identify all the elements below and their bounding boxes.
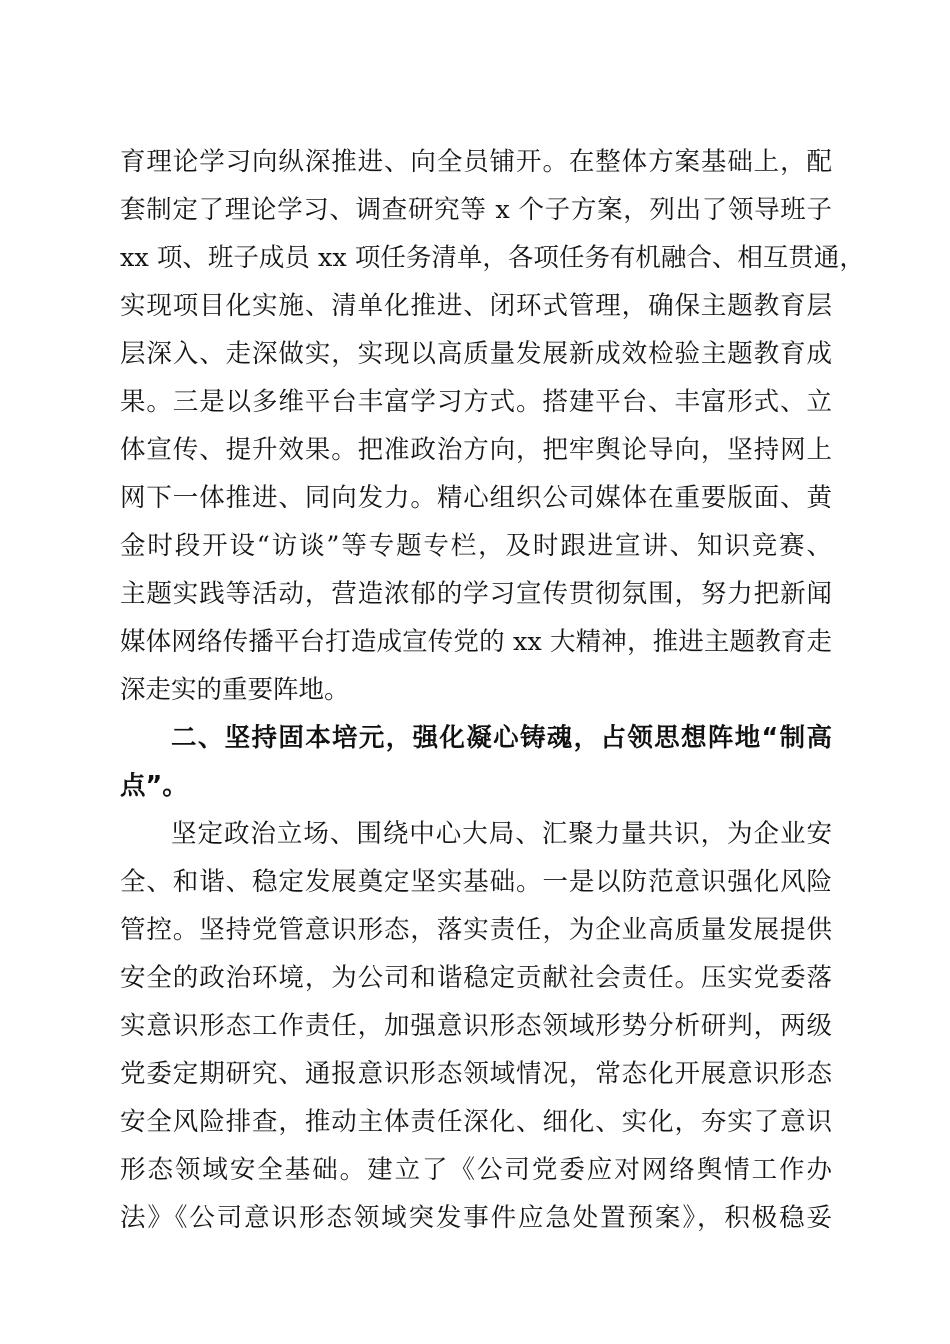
body-text-line: 育理论学习向纵深推进、向全员铺开。在整体方案基础上，配 <box>120 147 832 177</box>
body-text-line: 全、和谐、稳定发展奠定坚实基础。一是以防范意识强化风险 <box>120 867 832 897</box>
body-text-line: 主题实践等活动，营造浓郁的学习宣传贯彻氛围，努力把新闻 <box>120 579 832 609</box>
body-text-line: xx 项、班子成员 xx 项任务清单，各项任务有机融合、相互贯通， <box>120 243 865 273</box>
body-text-line: 法》《公司意识形态领域突发事件应急处置预案》，积极稳妥 <box>120 1203 832 1233</box>
body-text-line: 安全风险排查，推动主体责任深化、细化、实化，夯实了意识 <box>120 1107 832 1137</box>
body-text-line: 安全的政治环境，为公司和谐稳定贡献社会责任。压实党委落 <box>120 963 832 993</box>
body-text-line: 实意识形态工作责任，加强意识形态领域形势分析研判，两级 <box>120 1011 832 1041</box>
body-text-line: 果。三是以多维平台丰富学习方式。搭建平台、丰富形式、立 <box>120 387 832 417</box>
body-text-line: 深走实的重要阵地。 <box>120 675 350 705</box>
body-text-line: 套制定了理论学习、调查研究等 x 个子方案，列出了领导班子 <box>120 195 832 225</box>
section-heading: 二、坚持固本培元，强化凝心铸魂，占领思想阵地“制高 <box>171 723 832 753</box>
body-text-line: 形态领域安全基础。建立了《公司党委应对网络舆情工作办 <box>120 1155 832 1185</box>
body-text-line: 坚定政治立场、围绕中心大局、汇聚力量共识，为企业安 <box>171 819 832 849</box>
body-text-line: 媒体网络传播平台打造成宣传党的 xx 大精神，推进主题教育走 <box>120 627 832 657</box>
body-text-line: 管控。坚持党管意识形态，落实责任，为企业高质量发展提供 <box>120 915 832 945</box>
body-text-line: 实现项目化实施、清单化推进、闭环式管理，确保主题教育层 <box>120 291 832 321</box>
body-text-line: 党委定期研究、通报意识形态领域情况，常态化开展意识形态 <box>120 1059 832 1089</box>
body-text-line: 网下一体推进、同向发力。精心组织公司媒体在重要版面、黄 <box>120 483 832 513</box>
section-heading-continued: 点”。 <box>120 771 188 801</box>
body-text-line: 体宣传、提升效果。把准政治方向，把牢舆论导向，坚持网上 <box>120 435 832 465</box>
body-text-line: 层深入、走深做实，实现以高质量发展新成效检验主题教育成 <box>120 339 832 369</box>
body-text-line: 金时段开设“访谈”等专题专栏，及时跟进宣讲、知识竞赛、 <box>120 531 832 561</box>
